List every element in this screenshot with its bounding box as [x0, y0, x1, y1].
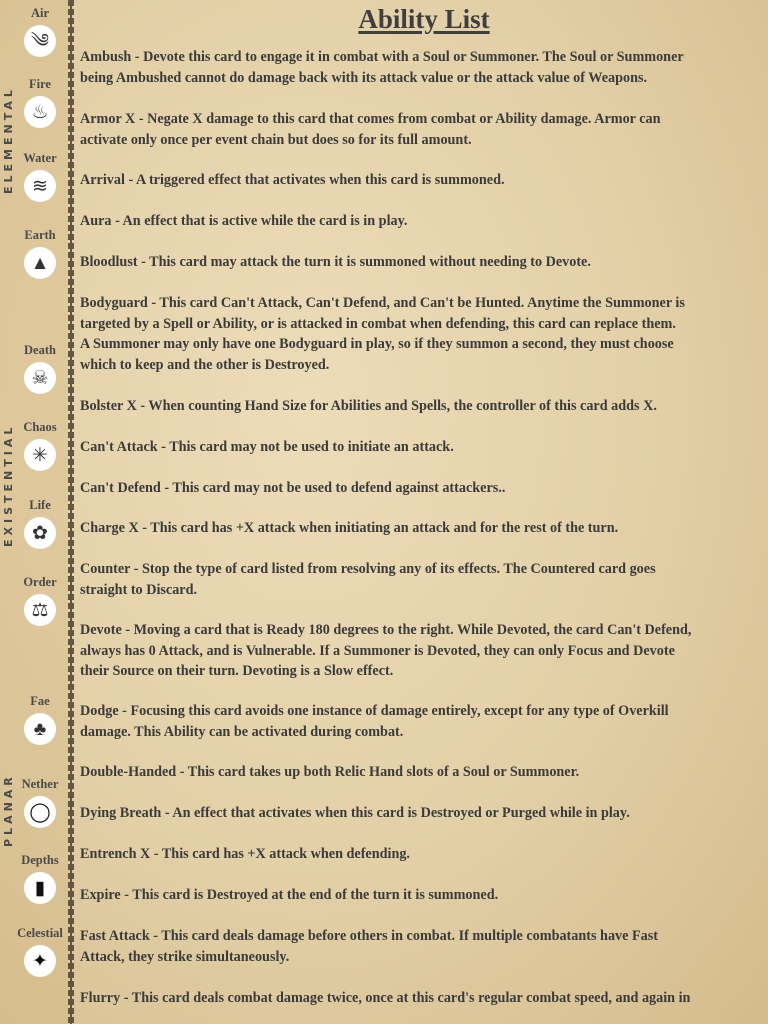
ability-text-line: Double-Handed - This card takes up both Relic Hand slots of a Soul or Summoner. [80, 764, 580, 780]
ability-text-line: Ambush - Devote this card to engage it in combat with a Soul or Summoner. The Soul or Summoner [80, 49, 684, 65]
ability-text-line: straight to Discard. [80, 581, 198, 598]
depths-teeth-icon: ▮ [24, 872, 56, 904]
ability-text-line: A Summoner may only have one Bodyguard in play, so if they summon a second, they must choose [80, 336, 674, 352]
ability-text-line: Attack, they strike simultaneously. [80, 948, 290, 965]
affinity-label: Order [23, 575, 57, 589]
ability-text-line: Bodyguard - This card Can't Attack, Can't Defend, and Can't be Hunted. Anytime the Summoner is [80, 295, 685, 311]
page-title: Ability List [358, 4, 490, 34]
ability-text-line: Bloodlust - This card may attack the turn it is summoned without needing to Devote. [80, 254, 591, 270]
ability-entry [80, 518, 758, 539]
earth-mountain-icon: ▲ [24, 247, 56, 279]
ability-entry [80, 478, 758, 499]
ability-text-line: Charge X - This card has +X attack when initiating an attack and for the rest of the turn. [80, 520, 619, 536]
ability-entry [80, 926, 758, 967]
ability-entry [80, 885, 758, 906]
ability-entry [80, 988, 758, 1009]
fae-mushroom-icon: ♣ [24, 713, 56, 745]
ability-text-line: always has 0 Attack, and is Vulnerable. If a Summoner is Devoted, they can only Focus and Devote [80, 642, 675, 659]
ability-entry [80, 620, 758, 682]
ability-text-line: Flurry - This card deals combat damage twice, once at this card's regular combat speed, and again in [80, 990, 691, 1006]
affinity-label: Celestial [17, 926, 63, 940]
ability-text-line: Dodge - Focusing this card avoids one instance of damage entirely, except for any type of Overkill [80, 703, 669, 719]
ability-text-line: Fast Attack - This card deals damage before others in combat. If multiple combatants have Fast [80, 928, 658, 944]
affinity-label: Earth [24, 228, 56, 242]
ability-entry [80, 47, 758, 88]
chaos-star-icon: ✳ [24, 439, 56, 471]
ability-text-line: Expire - This card is Destroyed at the end of the turn it is summoned. [80, 887, 499, 903]
ability-text-line: Counter - Stop the type of card listed from resolving any of its effects. The Countered card goes [80, 561, 656, 577]
affinity-label: Water [23, 151, 57, 165]
ability-entry [80, 762, 758, 783]
affinity-label: Nether [21, 777, 59, 791]
affinity-label: Fae [30, 694, 50, 708]
ability-entry [80, 844, 758, 865]
ability-entry [80, 211, 758, 232]
affinity-label: Death [24, 343, 56, 357]
affinity-label: Chaos [23, 420, 57, 434]
air-swirl-icon: ༄ [24, 25, 56, 57]
ability-text-line: damage. This Ability can be activated during combat. [80, 723, 404, 740]
ability-entry [80, 109, 758, 150]
fire-flame-icon: ♨ [24, 96, 56, 128]
category-existential: EXISTENTIAL [2, 423, 15, 548]
category-elemental: ELEMENTAL [2, 86, 15, 195]
ability-text-line: activate only once per event chain but does so for its full amount. [80, 131, 472, 148]
ability-text-line: Can't Attack - This card may not be used to initiate an attack. [80, 439, 454, 455]
ability-entry [80, 803, 758, 824]
ability-entry [80, 437, 758, 458]
water-wave-icon: ≋ [24, 170, 56, 202]
ability-entry [80, 396, 758, 417]
affinity-label: Depths [21, 853, 59, 867]
ability-text-line: targeted by a Spell or Ability, or is attacked in combat when defending, this card can replace them. [80, 315, 676, 332]
affinity-label: Fire [29, 77, 51, 91]
affinity-label: Air [30, 6, 50, 20]
affinity-label: Life [29, 498, 51, 512]
ability-text-line: which to keep and the other is Destroyed. [80, 356, 330, 373]
ability-text-line: Entrench X - This card has +X attack when defending. [80, 846, 410, 862]
ability-text-line: Devote - Moving a card that is Ready 180 degrees to the right. While Devoted, the card Can't Defend, [80, 622, 692, 638]
ability-text-line: Aura - An effect that is active while the card is in play. [80, 213, 408, 229]
ability-text-line: Can't Defend - This card may not be used to defend against attackers.. [80, 480, 506, 496]
death-skull-icon: ☠ [24, 362, 56, 394]
ability-entry [80, 559, 758, 600]
ability-text-line: being Ambushed cannot do damage back with its attack value or the attack value of Weapons. [80, 69, 648, 86]
ability-text-line: their Source on their turn. Devoting is a Slow effect. [80, 663, 394, 679]
ability-text-line: Dying Breath - An effect that activates when this card is Destroyed or Purged while in play. [80, 805, 630, 821]
order-scales-icon: ⚖ [24, 594, 56, 626]
ability-text-line: Bolster X - When counting Hand Size for Abilities and Spells, the controller of this card adds X. [80, 398, 657, 414]
ability-text-line: Arrival - A triggered effect that activates when this card is summoned. [80, 172, 505, 188]
ability-text-line: Armor X - Negate X damage to this card that comes from combat or Ability damage. Armor can [80, 111, 661, 127]
ability-entry [80, 701, 758, 742]
life-flower-icon: ✿ [24, 517, 56, 549]
nether-ring-icon: ◯ [24, 796, 56, 828]
ability-entry [80, 252, 758, 273]
ability-entry [80, 170, 758, 191]
ability-entry [80, 293, 758, 375]
category-planar: PLANAR [2, 773, 15, 847]
celestial-star-icon: ✦ [24, 945, 56, 977]
